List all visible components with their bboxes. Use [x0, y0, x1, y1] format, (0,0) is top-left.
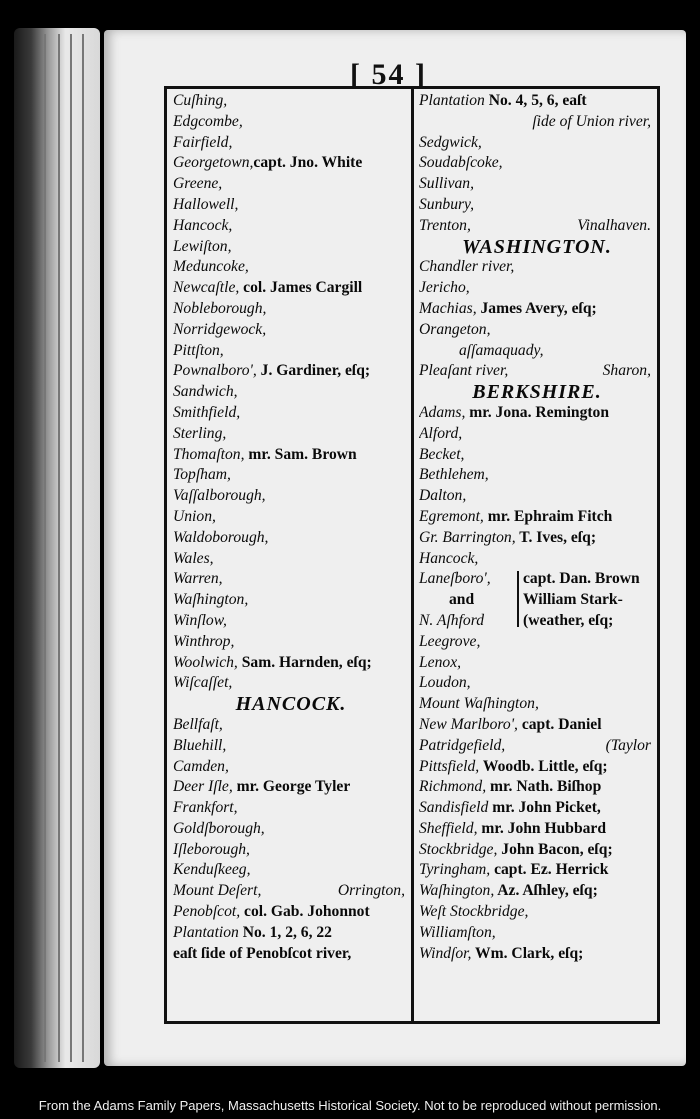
officer-name: mr. Jona. Remington: [465, 403, 610, 421]
town-entry: [419, 257, 655, 278]
town-entry: [419, 486, 655, 507]
town-entry: [173, 112, 409, 133]
town-entry: [173, 465, 409, 486]
town-entry: [419, 403, 655, 424]
town-entry: [419, 694, 655, 715]
town-entry: [419, 860, 655, 881]
town-name: Woolwich,: [173, 653, 238, 671]
town-name: Nobleborough,: [173, 299, 267, 317]
officer-name: mr. Sam. Brown: [244, 445, 357, 463]
town-entry: [419, 445, 655, 466]
officer-name: T. Ives, eſq;: [515, 528, 597, 546]
book-page: [104, 30, 686, 1066]
town-name: Kenduſkeeg,: [173, 861, 251, 879]
town-name: Newcaſtle,: [173, 279, 240, 297]
town-name: Pownalboro',: [173, 362, 257, 380]
bracket-line: [517, 571, 519, 627]
officer-name: mr. John Picket,: [488, 799, 601, 817]
town-entry: [173, 757, 409, 778]
town-entry: [173, 798, 409, 819]
town-entry: [419, 902, 655, 923]
town-name: Williamſton,: [419, 923, 496, 941]
town-name: Georgetown,: [173, 154, 254, 172]
town-entry: [419, 195, 655, 216]
town-entry: [173, 257, 409, 278]
town-entry: [419, 715, 655, 736]
town-name: Iſleborough,: [173, 840, 250, 858]
town-entry: [173, 299, 409, 320]
town-entry: [419, 174, 655, 195]
officer-name: James Avery, eſq;: [476, 299, 597, 317]
entry-continuation: aſſamaquady,: [459, 341, 544, 359]
officer-name: John Bacon, eſq;: [497, 840, 613, 858]
town-name: Trenton,: [419, 216, 471, 234]
town-name: Mount Waſhington,: [419, 695, 539, 713]
town-entry: [173, 777, 409, 798]
officer-line: William Stark-: [523, 591, 623, 609]
officer-name: Woodb. Little, eſq;: [479, 757, 608, 775]
town-entry: [173, 673, 409, 694]
officer-name: capt. Daniel: [517, 715, 602, 733]
town-name: Winſlow,: [173, 611, 227, 629]
town-name: Richmond,: [419, 778, 487, 796]
town-name: Warren,: [173, 570, 223, 588]
county-heading: HANCOCK.: [235, 694, 347, 715]
officer-line: capt. Dan. Brown: [523, 570, 640, 588]
archive-credit: From the Adams Family Papers, Massachusetts Historical Society. Not to be reproduced without permission.: [38, 1098, 662, 1113]
right-column: [419, 91, 655, 964]
town-entry: [173, 569, 409, 590]
town-name: Thomaſton,: [173, 445, 245, 463]
town-name: Fairfield,: [173, 133, 233, 151]
town-name: Sullivan,: [419, 175, 475, 193]
town-entry: [173, 715, 409, 736]
left-column: [173, 91, 409, 964]
town-entry: [173, 174, 409, 195]
grouped-town-entry: [419, 569, 655, 631]
town-entry: [173, 590, 409, 611]
officer-name: mr. John Hubbard: [477, 819, 607, 837]
town-name: Machias,: [419, 299, 477, 317]
officer-name: Az. Aſhley, eſq;: [494, 882, 598, 900]
page-number: [ 54 ]: [350, 58, 427, 91]
town-entry: [173, 445, 409, 466]
town-name: Jericho,: [419, 279, 470, 297]
town-entry: [419, 424, 655, 445]
town-name: Camden,: [173, 757, 229, 775]
town-name: Soudabſcoke,: [419, 154, 503, 172]
officer-name: capt. Ez. Herrick: [490, 861, 609, 879]
town-entry: [173, 278, 409, 299]
town-name: Wiſcaſſet,: [173, 674, 233, 692]
town-entry: [173, 736, 409, 757]
town-entry: [173, 403, 409, 424]
town-entry: [173, 902, 409, 923]
officer-name: J. Gardiner, eſq;: [256, 362, 371, 380]
town-name: Chandler river,: [419, 258, 515, 276]
town-entry: [173, 133, 409, 154]
town-name: Windſor,: [419, 944, 472, 962]
officer-line: (weather, eſq;: [523, 611, 614, 629]
town-name: New Marlboro',: [419, 715, 518, 733]
officer-name: Sam. Harnden, eſq;: [237, 653, 372, 671]
town-entry: [173, 840, 409, 861]
town-entry: [173, 382, 409, 403]
town-entry: [419, 278, 655, 299]
town-entry: [419, 840, 655, 861]
town-name: Waſhington,: [419, 882, 495, 900]
town-name: Deer Iſle,: [173, 778, 233, 796]
officer-name: mr. George Tyler: [232, 778, 351, 796]
officer-name: No. 4, 5, 6, eaſt: [484, 92, 587, 109]
county-heading: WASHINGTON.: [462, 236, 612, 258]
entry-continuation: eaſt ſide of Penobſcot river,: [173, 944, 352, 962]
town-entry: [419, 632, 655, 653]
town-name: Vaſſalborough,: [173, 487, 266, 505]
town-entry: [173, 216, 409, 237]
officer-name: capt. Jno. White: [253, 154, 363, 172]
book-page-stack: [14, 28, 100, 1068]
town-name: Bethlehem,: [419, 466, 489, 484]
town-name: Gr. Barrington,: [419, 528, 516, 546]
town-name: Winthrop,: [173, 632, 235, 650]
town-name: Norridgewock,: [173, 320, 267, 338]
town-name: Stockbridge,: [419, 840, 498, 858]
town-entry: [173, 528, 409, 549]
town-entry: [419, 777, 655, 798]
town-entry: [419, 819, 655, 840]
town-name: Hallowell,: [173, 195, 239, 213]
town-entry: [419, 923, 655, 944]
town-name: Sharon,: [602, 362, 651, 380]
officer-name: col. James Cargill: [239, 279, 363, 297]
town-entry: [173, 424, 409, 445]
town-name: Frankfort,: [173, 799, 238, 817]
town-entry: [419, 673, 655, 694]
town-name: Pittſton,: [173, 341, 224, 359]
town-name: Plantation: [419, 92, 485, 109]
town-name: Pittsfield,: [419, 757, 480, 775]
town-entry: [419, 881, 655, 902]
town-entry: [173, 923, 409, 944]
town-name: Wales,: [173, 549, 214, 567]
town-name: Goldſborough,: [173, 819, 265, 837]
officer-name: mr. Nath. Biſhop: [486, 778, 602, 796]
town-entry: [419, 465, 655, 486]
town-name: Smithfield,: [173, 403, 241, 421]
town-name: Penobſcot,: [173, 903, 241, 921]
town-entry: [419, 507, 655, 528]
town-name: Bellfaſt,: [173, 715, 223, 733]
town-entry: [419, 299, 655, 320]
town-name: Sunbury,: [419, 195, 475, 213]
town-name: Plantation: [173, 923, 239, 941]
entry-continuation: ſide of Union river,: [532, 112, 651, 130]
officer-name: No. 1, 2, 6, 22: [238, 923, 332, 941]
town-entry: [173, 507, 409, 528]
town-entry: [173, 486, 409, 507]
column-divider: [411, 89, 414, 1021]
town-register-table: [164, 86, 660, 1024]
town-entry: [173, 153, 409, 174]
town-name: Greene,: [173, 175, 223, 193]
town-entry: [419, 653, 655, 674]
officer-name: Wm. Clark, eſq;: [471, 944, 584, 962]
town-name: Adams,: [419, 403, 466, 421]
town-name: N. Aſhford: [419, 611, 484, 629]
town-name: Dalton,: [419, 487, 467, 505]
town-name: Becket,: [419, 445, 465, 463]
grouped-town-names: [419, 569, 515, 631]
town-entry: [173, 91, 409, 112]
town-name: Patridgefield,: [419, 736, 506, 754]
county-heading: BERKSHIRE.: [472, 382, 602, 403]
town-name: and: [449, 591, 475, 609]
town-entry: [173, 819, 409, 840]
town-entry: [173, 632, 409, 653]
town-name: Sandisfield: [419, 799, 489, 817]
town-name: Mount Deſert,: [173, 882, 262, 900]
town-name: Loudon,: [419, 674, 471, 692]
town-entry: [419, 361, 655, 382]
town-name: Cuſhing,: [173, 92, 228, 109]
town-name: Sedgwick,: [419, 133, 482, 151]
town-name: Weſt Stockbridge,: [419, 903, 529, 921]
town-entry: [419, 91, 655, 112]
town-name: Pleaſant river,: [419, 362, 509, 380]
town-entry: [419, 133, 655, 154]
officer-name: col. Gab. Johonnot: [240, 903, 370, 921]
town-entry: [173, 361, 409, 382]
town-name: Waſhington,: [173, 591, 249, 609]
town-entry: [173, 237, 409, 258]
town-entry: [419, 549, 655, 570]
town-entry: [173, 341, 409, 362]
town-name: Sheffield,: [419, 819, 478, 837]
town-name: Orrington,: [337, 882, 405, 900]
town-name: Lewiſton,: [173, 237, 232, 255]
town-name: Egremont,: [419, 507, 484, 525]
officer-name: [523, 569, 655, 631]
town-name: Sandwich,: [173, 383, 238, 401]
town-name: Orangeton,: [419, 320, 491, 338]
town-entry: [419, 798, 655, 819]
town-name: Lenox,: [419, 653, 462, 671]
town-name: Waldoborough,: [173, 528, 269, 546]
town-entry: [173, 881, 409, 902]
town-entry: [173, 611, 409, 632]
town-entry: [419, 528, 655, 549]
town-entry: [173, 549, 409, 570]
town-name: Alford,: [419, 424, 463, 442]
town-entry: [419, 153, 655, 174]
town-name: Union,: [173, 507, 216, 525]
town-name: Sterling,: [173, 424, 227, 442]
town-name: Hancock,: [419, 549, 479, 567]
town-name: Bluehill,: [173, 736, 227, 754]
town-entry: [173, 320, 409, 341]
officer-name: mr. Ephraim Fitch: [483, 507, 613, 525]
town-entry: [419, 736, 655, 757]
town-entry: [173, 860, 409, 881]
town-entry: [419, 757, 655, 778]
town-name: (Taylor: [605, 736, 651, 754]
town-name: Leegrove,: [419, 632, 481, 650]
town-name: Hancock,: [173, 216, 233, 234]
town-name: Topſham,: [173, 466, 231, 484]
town-entry: [419, 320, 655, 341]
town-entry: [173, 195, 409, 216]
town-entry: [419, 216, 655, 237]
town-name: Edgcombe,: [173, 112, 243, 130]
town-name: Vinalhaven.: [577, 216, 651, 234]
town-name: Meduncoke,: [173, 258, 249, 276]
town-name: Laneſboro',: [419, 570, 491, 588]
town-entry: [419, 944, 655, 965]
town-entry: [173, 653, 409, 674]
town-name: Tyringham,: [419, 861, 491, 879]
